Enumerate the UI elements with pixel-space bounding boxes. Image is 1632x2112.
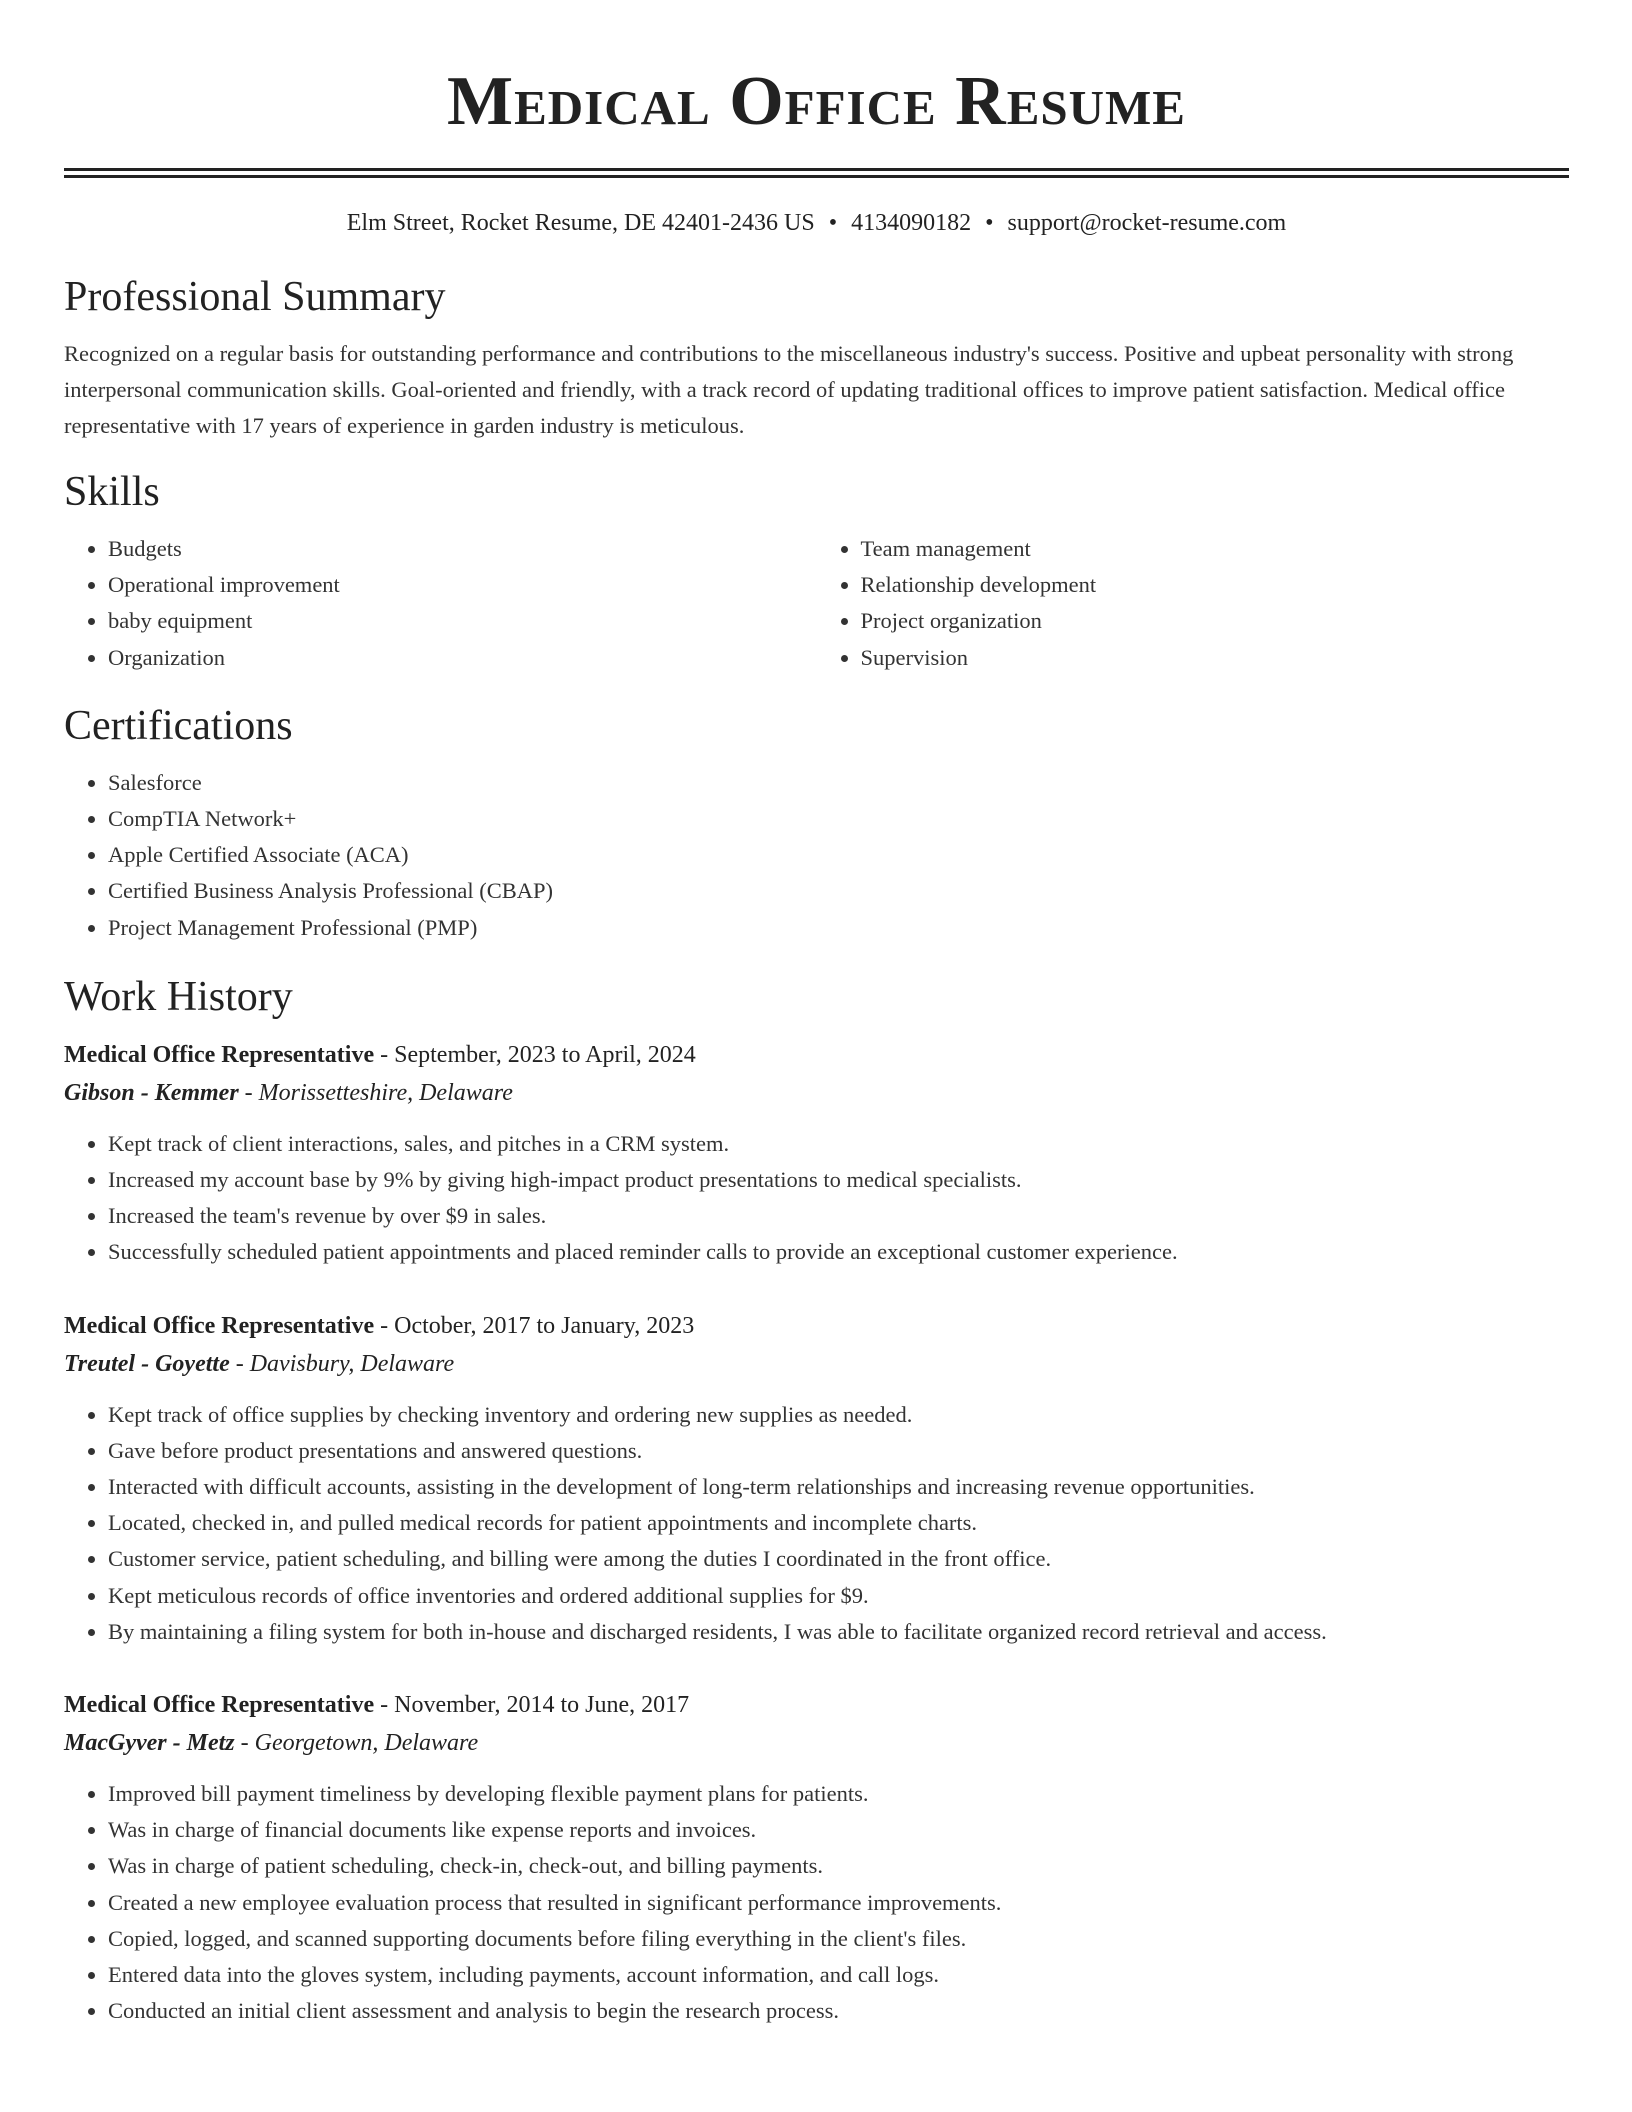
job-entry <box>64 1307 1569 1650</box>
job-bullet: • Entered data into the gloves system, including payments, account information, and call logs. <box>108 1957 1569 1993</box>
job-bullets <box>64 1776 1569 2029</box>
job-dates: - October, 2017 to January, 2023 <box>380 1312 695 1339</box>
contact-phone: 4134090182 <box>851 210 972 236</box>
job-entry <box>64 1686 1569 2029</box>
job-title-line <box>64 1036 1569 1074</box>
job-location: - Davisbury, Delaware <box>235 1350 455 1377</box>
skill-item: • Organization <box>108 640 817 676</box>
job-bullet: • Kept track of client interactions, sales, and pitches in a CRM system. <box>108 1126 1569 1162</box>
job-title-line <box>64 1686 1569 1724</box>
certifications-heading: Certifications <box>64 702 293 749</box>
work-history-heading: Work History <box>64 973 293 1020</box>
job-bullet: • Copied, logged, and scanned supporting documents before filing everything in the client's files. <box>108 1921 1569 1957</box>
job-bullet: • Was in charge of patient scheduling, check-in, check-out, and billing payments. <box>108 1848 1569 1884</box>
skill-item: • Operational improvement <box>108 567 817 603</box>
job-dates: - September, 2023 to April, 2024 <box>380 1041 696 1068</box>
job-bullets <box>64 1397 1569 1650</box>
job-bullet: • Created a new employee evaluation process that resulted in significant performance improvements. <box>108 1885 1569 1921</box>
job-bullet: • Located, checked in, and pulled medical records for patient appointments and incomplete charts. <box>108 1505 1569 1541</box>
job-bullet: • Interacted with difficult accounts, assisting in the development of long-term relationships and increasing revenue opportunities. <box>108 1469 1569 1505</box>
skill-item: • baby equipment <box>108 603 817 639</box>
job-company: Treutel - Goyette <box>64 1350 230 1377</box>
skills-heading: Skills <box>64 469 160 515</box>
job-title: Medical Office Representative <box>64 1692 375 1719</box>
job-dates: - November, 2014 to June, 2017 <box>380 1692 690 1719</box>
job-location: - Georgetown, Delaware <box>240 1730 479 1757</box>
skills-list-right <box>817 531 1570 676</box>
skills-list-left <box>64 531 817 676</box>
contact-line <box>64 207 1569 239</box>
certification-item: • Salesforce <box>108 765 1569 801</box>
job-bullet: • Improved bill payment timeliness by developing flexible payment plans for patients. <box>108 1776 1569 1812</box>
job-bullet: • Conducted an initial client assessment and analysis to begin the research process. <box>108 1993 1569 2029</box>
job-bullet: • Increased my account base by 9% by giving high-impact product presentations to medical specialists. <box>108 1162 1569 1198</box>
job-bullet: • Gave before product presentations and answered questions. <box>108 1433 1569 1469</box>
skills-columns <box>64 531 1569 676</box>
skill-item: • Team management <box>861 531 1570 567</box>
job-title-line <box>64 1307 1569 1345</box>
certification-item: • Apple Certified Associate (ACA) <box>108 837 1569 873</box>
job-company-line <box>64 1074 1569 1112</box>
job-company: MacGyver - Metz <box>64 1730 235 1757</box>
job-company-line <box>64 1345 1569 1383</box>
job-bullet: • Kept meticulous records of office inventories and ordered additional supplies for $9. <box>108 1578 1569 1614</box>
certification-item: • CompTIA Network+ <box>108 801 1569 837</box>
skill-item: • Budgets <box>108 531 817 567</box>
job-company-line <box>64 1724 1569 1762</box>
job-bullet: • Customer service, patient scheduling, and billing were among the duties I coordinated in the front office. <box>108 1541 1569 1577</box>
resume-title: Medical Office Resume <box>447 63 1186 140</box>
certification-item: • Certified Business Analysis Professional (CBAP) <box>108 873 1569 909</box>
job-entry <box>64 1036 1569 1271</box>
job-location: - Morissetteshire, Delaware <box>244 1079 513 1106</box>
contact-separator: • <box>985 210 994 236</box>
title-double-rule <box>64 168 1569 178</box>
certification-item: • Project Management Professional (PMP) <box>108 910 1569 946</box>
skill-item: • Supervision <box>861 640 1570 676</box>
job-bullets <box>64 1126 1569 1271</box>
job-bullet: • By maintaining a filing system for both in-house and discharged residents, I was able to facilitate organized record retrieval and access. <box>108 1614 1569 1650</box>
job-company: Gibson - Kemmer <box>64 1079 239 1106</box>
job-title: Medical Office Representative <box>64 1041 375 1068</box>
job-bullet: • Was in charge of financial documents like expense reports and invoices. <box>108 1812 1569 1848</box>
summary-heading: Professional Summary <box>64 274 446 320</box>
contact-separator: • <box>828 210 838 236</box>
certifications-list <box>64 765 1569 946</box>
job-bullet: • Kept track of office supplies by checking inventory and ordering new supplies as needed. <box>108 1397 1569 1433</box>
skill-item: • Project organization <box>861 603 1570 639</box>
resume-page <box>64 0 1569 2029</box>
summary-text: Recognized on a regular basis for outstanding performance and contributions to the miscellaneous industry's success. Positive and upbeat personality with strong interpersonal communication skills. Goal-oriented and friendly, with a track record of updating traditional offices to improve patient satisfaction. Medical office representative with 17 years of experience in garden industry is meticulous. <box>64 341 1514 438</box>
job-title: Medical Office Representative <box>64 1312 375 1339</box>
job-bullet: • Increased the team's revenue by over $9 in sales. <box>108 1198 1569 1234</box>
skill-item: • Relationship development <box>861 567 1570 603</box>
contact-address: Elm Street, Rocket Resume, DE 42401-2436 US <box>346 210 815 236</box>
contact-email: support@rocket-resume.com <box>1007 210 1287 236</box>
job-bullet: • Successfully scheduled patient appointments and placed reminder calls to provide an exceptional customer experience. <box>108 1234 1569 1270</box>
